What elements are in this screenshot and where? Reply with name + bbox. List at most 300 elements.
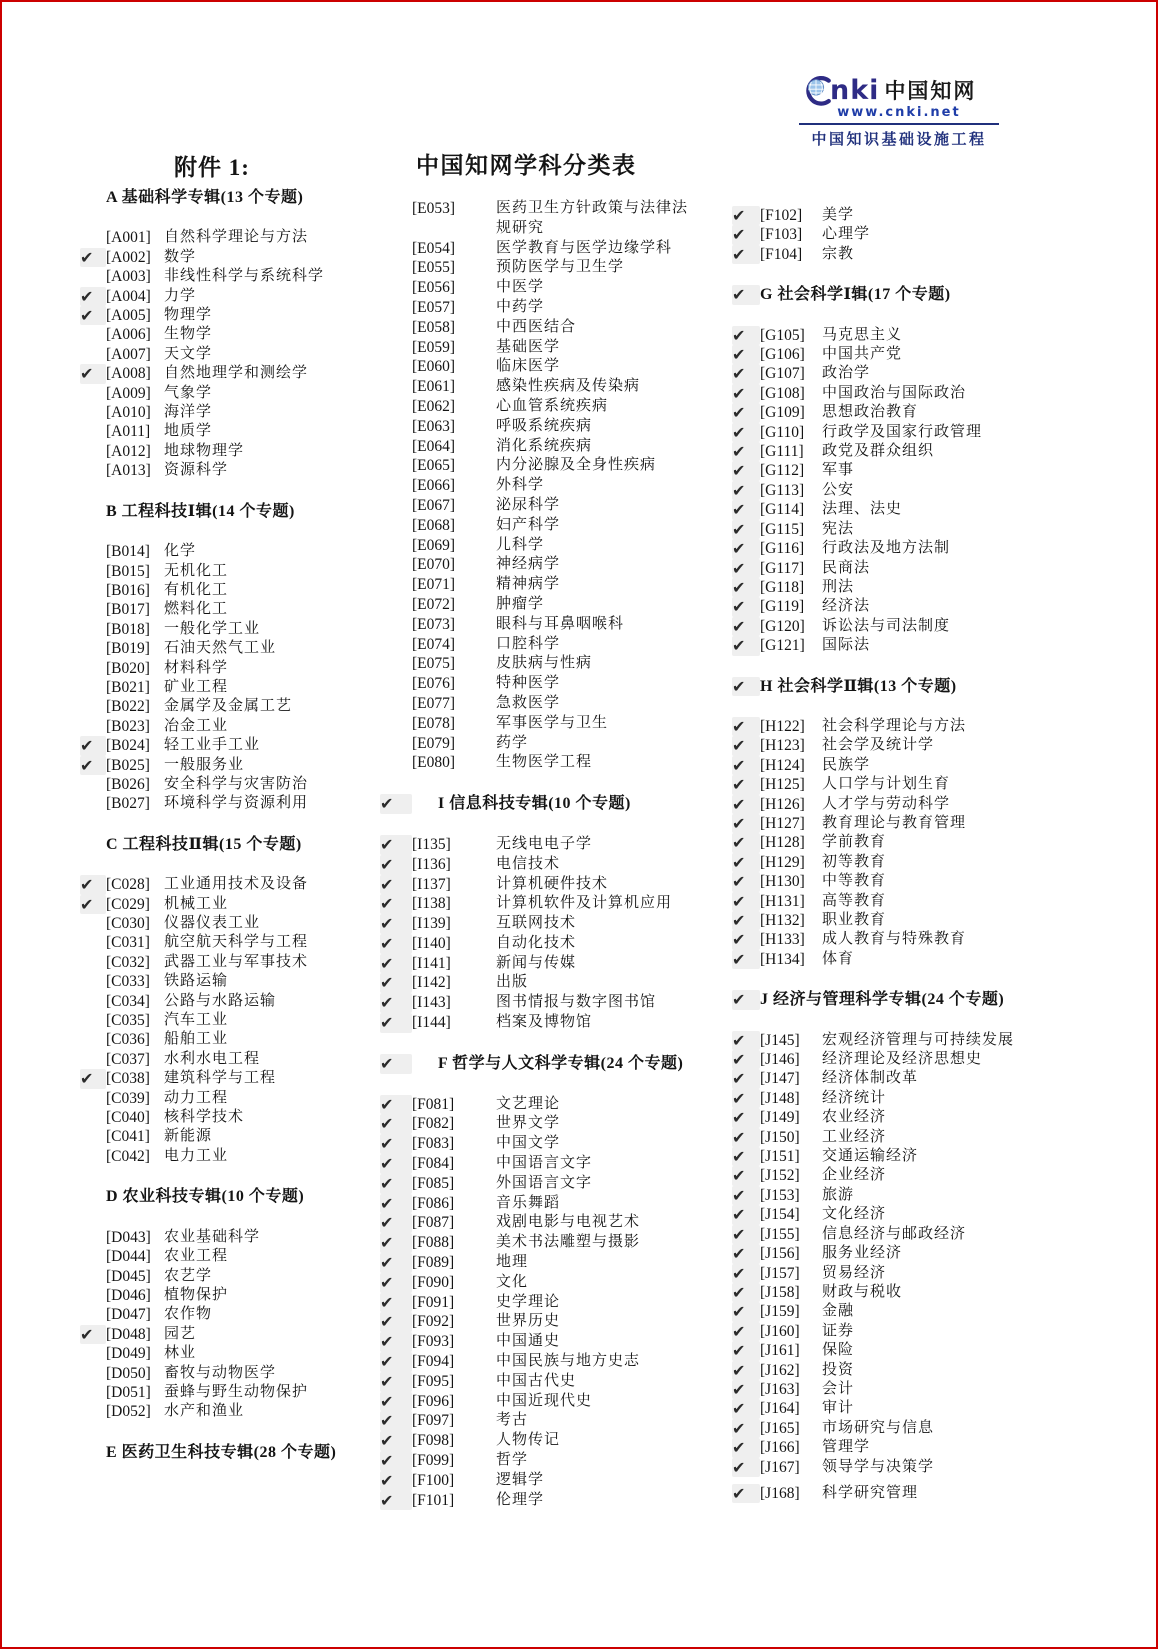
subject-name: 成人教育与特殊教育 xyxy=(822,931,967,948)
check-icon: ✔ xyxy=(732,423,760,442)
subject-name: 新闻与传媒 xyxy=(496,954,577,971)
subject-row-H132 xyxy=(732,911,1062,930)
check-icon: ✔ xyxy=(380,835,412,855)
subject-row-I143 xyxy=(380,993,690,1013)
subject-row-G113 xyxy=(732,481,1062,500)
subject-code: [C041] xyxy=(106,1128,150,1146)
subject-code: [E075] xyxy=(412,655,456,673)
check-icon: ✔ xyxy=(732,930,760,949)
subject-row-J168 xyxy=(732,1484,1062,1503)
subject-row-A008 xyxy=(80,364,382,383)
page-title: 中国知网学科分类表 xyxy=(416,153,637,178)
subject-code: [D052] xyxy=(106,1403,151,1421)
check-icon: ✔ xyxy=(732,636,760,655)
check-icon: ✔ xyxy=(380,1194,412,1214)
subject-name: 人口学与计划生育 xyxy=(822,776,951,793)
subject-code: [E070] xyxy=(412,556,456,574)
check-icon: ✔ xyxy=(380,894,412,914)
subject-name: 中药学 xyxy=(496,298,545,315)
subject-row-F087 xyxy=(380,1213,690,1233)
subject-row-F091 xyxy=(380,1293,690,1313)
subject-code: [E055] xyxy=(412,259,456,277)
subject-name: 眼科与耳鼻咽喉科 xyxy=(496,615,625,632)
subject-name: 内分泌腺及全身性疾病 xyxy=(496,457,657,474)
check-icon: ✔ xyxy=(380,973,412,993)
subject-row-F097 xyxy=(380,1411,690,1431)
subject-code: [J148] xyxy=(760,1089,800,1107)
subject-code: [J152] xyxy=(760,1167,800,1185)
subject-code: [H127] xyxy=(760,814,805,832)
subject-row-F096 xyxy=(380,1392,690,1412)
subject-name: 公路与水路运输 xyxy=(164,992,277,1009)
subject-code: [F103] xyxy=(760,226,803,244)
subject-name: 环境科学与资源利用 xyxy=(164,795,309,812)
subject-row-J167 xyxy=(732,1458,1062,1477)
subject-name: 核科学技术 xyxy=(164,1109,245,1126)
subject-row-A007 xyxy=(80,345,382,364)
subject-name: 人物传记 xyxy=(496,1432,561,1449)
subject-code: [J160] xyxy=(760,1322,800,1340)
subject-code: [E071] xyxy=(412,576,456,594)
check-icon: ✔ xyxy=(80,736,106,755)
subject-name: 国际法 xyxy=(822,637,871,654)
check-icon: ✔ xyxy=(732,911,760,930)
check-icon: ✔ xyxy=(380,1451,412,1471)
check-icon: ✔ xyxy=(732,481,760,500)
subject-code: [H126] xyxy=(760,795,805,813)
subject-code: [D048] xyxy=(106,1325,151,1343)
subject-name: 临床医学 xyxy=(496,358,561,375)
subject-row-G115 xyxy=(732,520,1062,539)
subject-name: 化学 xyxy=(164,543,197,560)
subject-row-F088 xyxy=(380,1233,690,1253)
subject-name: 园艺 xyxy=(164,1325,197,1342)
subject-code: [D045] xyxy=(106,1267,151,1285)
subject-name: 畜牧与动物医学 xyxy=(164,1364,277,1381)
subject-name: 文化 xyxy=(496,1273,529,1290)
subject-name: 保险 xyxy=(822,1342,855,1359)
subject-code: [G119] xyxy=(760,598,805,616)
subject-name: 政治学 xyxy=(822,365,871,382)
subject-name: 新能源 xyxy=(164,1128,213,1145)
subject-code: [G109] xyxy=(760,404,805,422)
subject-code: [F102] xyxy=(760,207,803,224)
subject-row-I141 xyxy=(380,954,690,974)
subject-code: [C031] xyxy=(106,934,150,952)
subject-row-E072 xyxy=(380,595,690,615)
subject-row-B026 xyxy=(80,775,382,794)
subject-row-C041 xyxy=(80,1127,382,1146)
subject-code: [G111] xyxy=(760,443,804,461)
subject-code: [F088] xyxy=(412,1234,455,1252)
subject-name: 美学 xyxy=(822,207,855,223)
subject-code: [F099] xyxy=(412,1452,455,1470)
check-icon: ✔ xyxy=(732,1302,760,1321)
subject-name: 气象学 xyxy=(164,384,213,401)
check-icon: ✔ xyxy=(732,1225,760,1244)
subject-row-J165 xyxy=(732,1419,1062,1438)
subject-row-J155 xyxy=(732,1225,1062,1244)
subject-code: [C030] xyxy=(106,915,150,932)
check-icon: ✔ xyxy=(380,1114,412,1134)
subject-row-G117 xyxy=(732,559,1062,578)
subject-name: 投资 xyxy=(822,1361,855,1378)
check-icon: ✔ xyxy=(732,814,760,833)
subject-name: 物理学 xyxy=(164,307,213,324)
subject-name: 出版 xyxy=(496,974,529,991)
check-icon: ✔ xyxy=(732,1264,760,1283)
subject-row-J162 xyxy=(732,1361,1062,1380)
subject-name: 企业经济 xyxy=(822,1167,887,1184)
check-icon: ✔ xyxy=(380,1213,412,1233)
subject-row-E056 xyxy=(380,278,690,298)
check-icon: ✔ xyxy=(380,1095,412,1115)
subject-row-F103 xyxy=(732,225,1062,244)
subject-code: [J145] xyxy=(760,1031,800,1049)
subject-code: [G117] xyxy=(760,559,805,577)
subject-code: [D050] xyxy=(106,1364,151,1382)
subject-code: [C029] xyxy=(106,895,150,913)
check-icon: ✔ xyxy=(380,1372,412,1392)
subject-code: [I140] xyxy=(412,934,451,952)
subject-name: 航空航天科学与工程 xyxy=(164,934,309,951)
subject-name: 生物学 xyxy=(164,326,213,343)
subject-row-B027 xyxy=(80,794,382,813)
check-icon: ✔ xyxy=(380,1054,412,1074)
subject-code: [B015] xyxy=(106,562,150,580)
check-icon: ✔ xyxy=(380,1411,412,1431)
subject-name: 基础医学 xyxy=(496,338,561,355)
subject-code: [A005] xyxy=(106,307,151,325)
check-icon: ✔ xyxy=(732,245,760,264)
subject-row-B019 xyxy=(80,639,382,658)
subject-row-F081 xyxy=(380,1095,690,1115)
subject-row-J145 xyxy=(732,1031,1062,1050)
subject-name: 音乐舞蹈 xyxy=(496,1194,561,1211)
subject-name: 急救医学 xyxy=(496,694,561,711)
check-icon: ✔ xyxy=(732,1484,760,1503)
subject-name: 军事医学与卫生 xyxy=(496,714,609,731)
check-icon: ✔ xyxy=(732,326,760,345)
check-icon: ✔ xyxy=(732,853,760,872)
cnki-logo-text: nki xyxy=(830,74,880,106)
subject-row-F084 xyxy=(380,1154,690,1174)
subject-row-C032 xyxy=(80,953,382,972)
subject-code: [F100] xyxy=(412,1471,455,1489)
subject-name: 农艺学 xyxy=(164,1267,213,1284)
subject-row-D046 xyxy=(80,1286,382,1305)
subject-name: 中国通史 xyxy=(496,1333,561,1350)
subject-name: 人才学与劳动科学 xyxy=(822,795,951,812)
subject-name: 中国文学 xyxy=(496,1135,561,1152)
subject-code: [E073] xyxy=(412,615,456,633)
subject-row-E071 xyxy=(380,575,690,595)
subject-code: [H132] xyxy=(760,912,805,929)
subject-code: [A009] xyxy=(106,384,151,402)
subject-name: 行政学及国家行政管理 xyxy=(822,423,983,440)
subject-name: 高等教育 xyxy=(822,892,887,909)
subject-row-D049 xyxy=(80,1344,382,1363)
subject-code: [C035] xyxy=(106,1012,150,1030)
subject-name: 外国语言文字 xyxy=(496,1174,593,1191)
subject-code: [B014] xyxy=(106,543,150,561)
check-icon: ✔ xyxy=(380,1431,412,1451)
check-icon: ✔ xyxy=(732,795,760,814)
check-icon: ✔ xyxy=(732,1128,760,1147)
subject-code: [B023] xyxy=(106,717,150,735)
subject-code: [G115] xyxy=(760,520,805,538)
classification-column-3 xyxy=(732,206,1062,1503)
section-heading-A xyxy=(80,188,382,207)
subject-row-C037 xyxy=(80,1050,382,1069)
subject-row-E078 xyxy=(380,714,690,734)
subject-name: 金属学及金属工艺 xyxy=(164,698,293,715)
subject-name: 铁路运输 xyxy=(164,973,229,990)
subject-name: 矿业工程 xyxy=(164,678,229,695)
check-icon: ✔ xyxy=(732,442,760,461)
subject-name: 初等教育 xyxy=(822,853,887,870)
subject-code: [H130] xyxy=(760,873,805,891)
subject-name: 社会学及统计学 xyxy=(822,737,935,754)
subject-name: 经济法 xyxy=(822,598,871,615)
subject-row-F085 xyxy=(380,1174,690,1194)
check-icon: ✔ xyxy=(732,1322,760,1341)
subject-code: [F082] xyxy=(412,1115,455,1133)
subject-row-G118 xyxy=(732,578,1062,597)
subject-code: [G118] xyxy=(760,578,805,596)
subject-name: 财政与税收 xyxy=(822,1283,903,1300)
subject-code: [G106] xyxy=(760,346,805,364)
check-icon: ✔ xyxy=(732,225,760,244)
subject-row-E055 xyxy=(380,258,690,278)
subject-code: [F090] xyxy=(412,1273,455,1291)
check-icon: ✔ xyxy=(80,756,106,775)
subject-row-J146 xyxy=(732,1050,1062,1069)
subject-row-H127 xyxy=(732,814,1062,833)
subject-row-B014 xyxy=(80,542,382,561)
check-icon: ✔ xyxy=(380,1174,412,1194)
subject-name: 精神病学 xyxy=(496,576,561,593)
subject-code: [B020] xyxy=(106,659,150,677)
subject-code: [G116] xyxy=(760,540,805,558)
check-icon: ✔ xyxy=(732,677,760,696)
subject-code: [J146] xyxy=(760,1051,800,1069)
subject-code: [D044] xyxy=(106,1248,151,1266)
subject-code: [J159] xyxy=(760,1303,800,1321)
subject-code: [C039] xyxy=(106,1089,150,1107)
subject-name: 公安 xyxy=(822,481,855,498)
check-icon: ✔ xyxy=(732,1380,760,1399)
subject-row-F082 xyxy=(380,1114,690,1134)
subject-name: 中国语言文字 xyxy=(496,1155,593,1172)
section-heading-J xyxy=(732,990,1062,1009)
subject-code: [A011] xyxy=(106,423,151,441)
attachment-label: 附件 1: xyxy=(174,155,250,180)
check-icon: ✔ xyxy=(80,875,106,894)
subject-code: [E080] xyxy=(412,754,456,772)
subject-code: [J167] xyxy=(760,1458,800,1476)
subject-code: [C033] xyxy=(106,973,150,991)
subject-row-F101 xyxy=(380,1491,690,1511)
subject-row-J149 xyxy=(732,1108,1062,1127)
subject-name: 审计 xyxy=(822,1400,855,1417)
subject-name: 呼吸系统疾病 xyxy=(496,417,593,434)
subject-code: [F084] xyxy=(412,1155,455,1173)
subject-name: 经济统计 xyxy=(822,1089,887,1106)
subject-row-E075 xyxy=(380,654,690,674)
subject-code: [E067] xyxy=(412,496,456,514)
subject-row-J161 xyxy=(732,1341,1062,1360)
subject-code: [A001] xyxy=(106,229,151,247)
subject-name: 互联网技术 xyxy=(496,915,577,932)
subject-name: 中西医结合 xyxy=(496,318,577,335)
subject-name: 一般服务业 xyxy=(164,756,245,773)
check-icon: ✔ xyxy=(380,993,412,1013)
subject-code: [F086] xyxy=(412,1194,455,1212)
classification-column-1 xyxy=(80,188,382,1483)
subject-code: [E056] xyxy=(412,279,456,297)
subject-code: [J154] xyxy=(760,1206,800,1224)
section-heading-text: H 社会科学Ⅱ辑(13 个专题) xyxy=(760,677,957,695)
subject-code: [J147] xyxy=(760,1070,800,1088)
subject-name: 宗教 xyxy=(822,245,855,262)
subject-name: 文化经济 xyxy=(822,1206,887,1223)
subject-code: [D049] xyxy=(106,1345,151,1363)
subject-row-B020 xyxy=(80,659,382,678)
subject-name: 蚕蜂与野生动物保护 xyxy=(164,1383,309,1400)
subject-row-A003 xyxy=(80,267,382,286)
subject-code: [J165] xyxy=(760,1419,800,1437)
subject-code: [E057] xyxy=(412,298,456,316)
subject-row-G110 xyxy=(732,423,1062,442)
subject-code: [E072] xyxy=(412,595,456,613)
subject-name: 金融 xyxy=(822,1303,855,1320)
subject-row-C028 xyxy=(80,875,382,894)
subject-row-H129 xyxy=(732,853,1062,872)
subject-name: 逻辑学 xyxy=(496,1471,545,1488)
subject-code: [E069] xyxy=(412,536,456,554)
subject-row-C035 xyxy=(80,1011,382,1030)
subject-name: 心理学 xyxy=(822,226,871,243)
subject-code: [E077] xyxy=(412,694,456,712)
subject-row-C038 xyxy=(80,1069,382,1088)
section-heading-text: J 经济与管理科学专辑(24 个专题) xyxy=(760,991,1005,1009)
subject-code: [I138] xyxy=(412,895,451,913)
subject-code: [J161] xyxy=(760,1342,800,1360)
subject-code: [E064] xyxy=(412,437,456,455)
section-heading-text: C 工程科技Ⅱ辑(15 个专题) xyxy=(106,835,302,853)
subject-row-H128 xyxy=(732,833,1062,852)
check-icon: ✔ xyxy=(380,1134,412,1154)
subject-name: 政党及群众组织 xyxy=(822,443,935,460)
subject-name: 口腔科学 xyxy=(496,635,561,652)
section-heading-text: F 哲学与人文科学专辑(24 个专题) xyxy=(438,1054,684,1072)
subject-code: [E062] xyxy=(412,397,456,415)
subject-row-H126 xyxy=(732,795,1062,814)
subject-row-I144 xyxy=(380,1013,690,1033)
subject-code: [G107] xyxy=(760,365,805,383)
subject-row-D050 xyxy=(80,1364,382,1383)
subject-code: [G110] xyxy=(760,423,805,441)
subject-code: [A002] xyxy=(106,248,151,266)
subject-name: 地球物理学 xyxy=(164,442,245,459)
check-icon: ✔ xyxy=(380,875,412,895)
subject-code: [B026] xyxy=(106,775,150,793)
subject-code: [E068] xyxy=(412,516,456,534)
subject-name: 无机化工 xyxy=(164,562,229,579)
subject-code: [A010] xyxy=(106,404,151,422)
subject-code: [G120] xyxy=(760,617,805,635)
subject-row-J150 xyxy=(732,1128,1062,1147)
subject-name: 水产和渔业 xyxy=(164,1403,245,1420)
subject-code: [E053] xyxy=(412,200,456,217)
subject-row-B015 xyxy=(80,562,382,581)
cnki-logo-url: www.cnki.net xyxy=(837,105,961,120)
check-icon: ✔ xyxy=(732,736,760,755)
subject-name: 市场研究与信息 xyxy=(822,1419,935,1436)
check-icon: ✔ xyxy=(732,597,760,616)
section-heading-G xyxy=(732,285,1062,304)
subject-code: [F089] xyxy=(412,1254,455,1272)
subject-name: 工业通用技术及设备 xyxy=(164,876,309,893)
subject-row-J154 xyxy=(732,1205,1062,1224)
subject-name: 信息经济与邮政经济 xyxy=(822,1225,967,1242)
subject-row-H123 xyxy=(732,736,1062,755)
check-icon: ✔ xyxy=(732,950,760,969)
subject-code: [A008] xyxy=(106,365,151,383)
subject-name: 安全科学与灾害防治 xyxy=(164,775,309,792)
check-icon: ✔ xyxy=(380,1471,412,1491)
subject-code: [E074] xyxy=(412,635,456,653)
check-icon: ✔ xyxy=(380,934,412,954)
subject-name: 医药卫生方针政策与法律法规研究 xyxy=(496,200,689,236)
subject-code: [E076] xyxy=(412,675,456,693)
subject-row-B025 xyxy=(80,756,382,775)
section-heading-B xyxy=(80,502,382,521)
subject-row-C039 xyxy=(80,1089,382,1108)
check-icon: ✔ xyxy=(732,1419,760,1438)
subject-row-B022 xyxy=(80,697,382,716)
subject-row-F100 xyxy=(380,1471,690,1491)
subject-row-F089 xyxy=(380,1253,690,1273)
subject-name: 宏观经济管理与可持续发展 xyxy=(822,1031,1015,1048)
subject-name: 天文学 xyxy=(164,345,213,362)
subject-row-J158 xyxy=(732,1283,1062,1302)
subject-code: [I144] xyxy=(412,1014,451,1032)
subject-code: [H134] xyxy=(760,950,805,968)
subject-name: 民族学 xyxy=(822,756,871,773)
subject-code: [C034] xyxy=(106,992,150,1010)
section-heading-F xyxy=(380,1054,690,1074)
subject-row-I136 xyxy=(380,855,690,875)
subject-name: 服务业经济 xyxy=(822,1245,903,1262)
subject-row-D045 xyxy=(80,1267,382,1286)
subject-row-I140 xyxy=(380,934,690,954)
subject-row-G112 xyxy=(732,461,1062,480)
check-icon: ✔ xyxy=(732,1186,760,1205)
subject-row-B024 xyxy=(80,736,382,755)
subject-row-G105 xyxy=(732,326,1062,345)
subject-row-F102 xyxy=(732,206,1062,225)
check-icon: ✔ xyxy=(732,1089,760,1108)
subject-name: 药学 xyxy=(496,734,529,751)
classification-column-2 xyxy=(380,199,690,1510)
subject-code: [E063] xyxy=(412,417,456,435)
subject-code: [F094] xyxy=(412,1353,455,1371)
section-heading-text: A 基础科学专辑(13 个专题) xyxy=(106,189,304,206)
subject-name: 神经病学 xyxy=(496,556,561,573)
subject-row-A011 xyxy=(80,422,382,441)
